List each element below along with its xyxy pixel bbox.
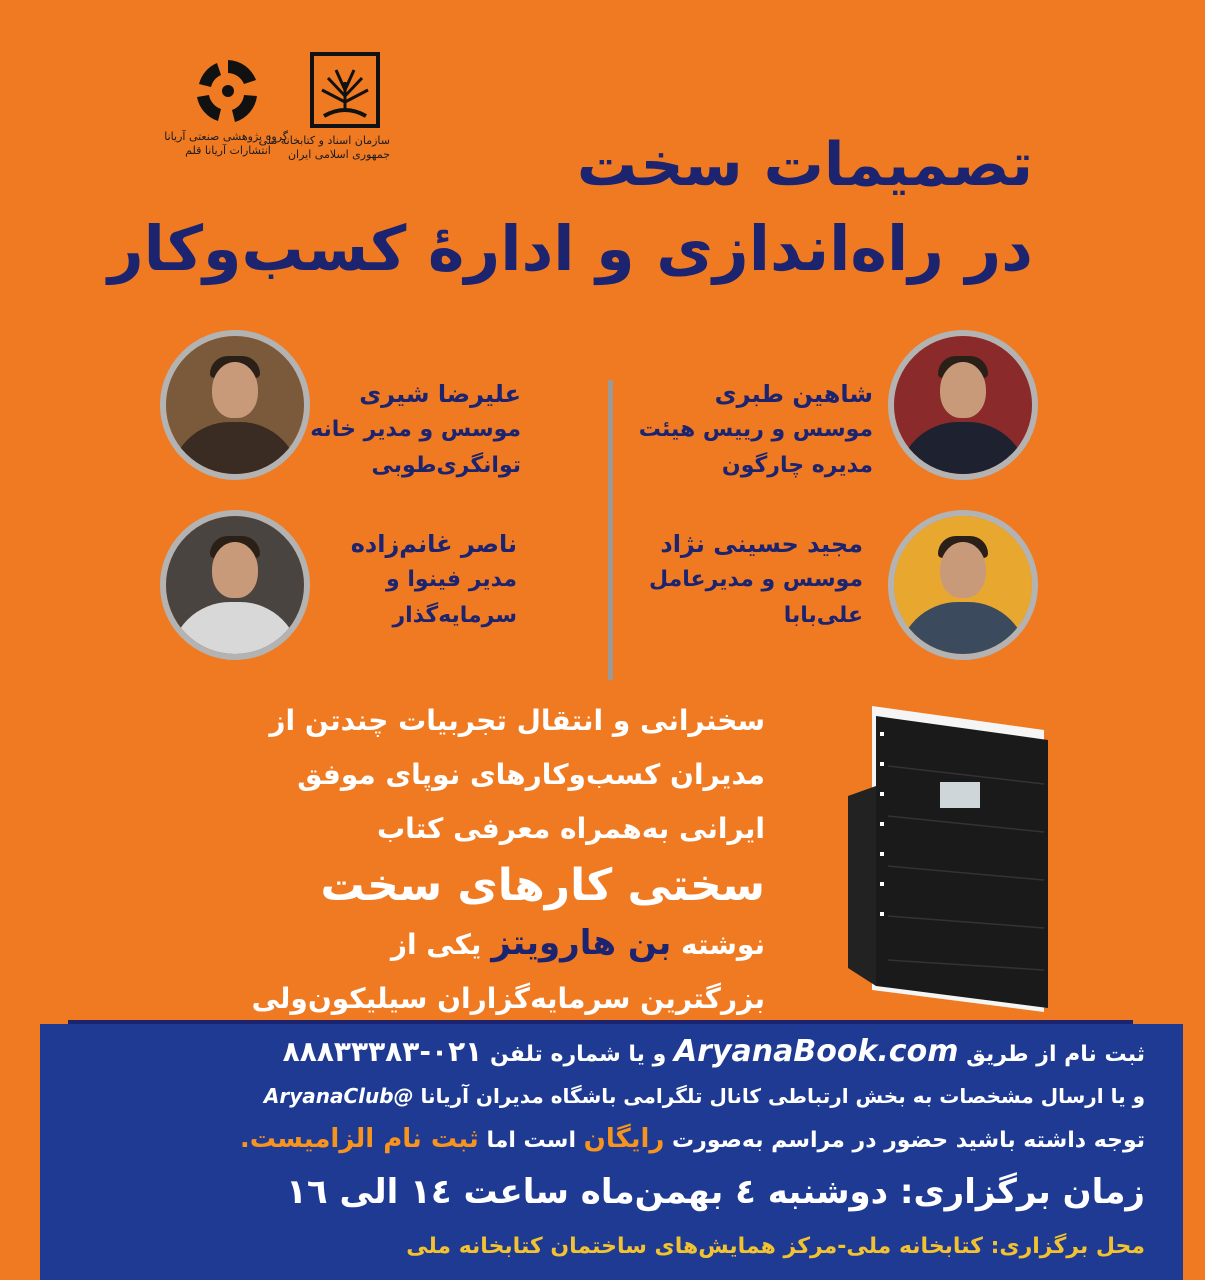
registration-via-label: ثبت نام از طریق bbox=[966, 1042, 1145, 1067]
registration-line-1 bbox=[283, 1034, 1145, 1069]
speaker-name: علیرضا شیری bbox=[359, 380, 521, 408]
telegram-label: و یا ارسال مشخصات به بخش ارتباطی کانال تلگرامی باشگاه مدیران آریانا bbox=[420, 1084, 1145, 1108]
registration-line-2 bbox=[264, 1084, 1145, 1108]
speaker-role: مدیره چارگون bbox=[721, 453, 873, 478]
written-by-label: نوشته bbox=[680, 928, 765, 961]
speaker-photo-shahin bbox=[888, 330, 1038, 480]
attendance-note-mid: است اما bbox=[486, 1128, 576, 1153]
aryana-logo bbox=[164, 56, 288, 158]
description-line-5 bbox=[252, 916, 765, 972]
speaker-role: موسس و مدیر خانه bbox=[310, 417, 521, 442]
telegram-handle[interactable]: @AryanaClub bbox=[263, 1084, 414, 1108]
event-venue: محل برگزاری: کتابخانه ملی-مرکز همایش‌های ساختمان کتابخانه ملی bbox=[406, 1234, 1145, 1259]
speaker-role: مدیر فینوا و bbox=[386, 567, 517, 592]
library-caption-1: سازمان اسناد و کتابخانه ملی bbox=[258, 134, 390, 147]
speaker-role: توانگری‌طوبی bbox=[371, 453, 521, 478]
subtitle: در راه‌اندازی و ادارهٔ کسب‌وکار bbox=[107, 212, 1033, 285]
aryana-emblem-icon bbox=[193, 56, 263, 126]
phone-number: ۰۲۱-۸۸۸۳۳۳۸۳ bbox=[282, 1035, 483, 1068]
description-line-2: مدیران کسب‌وکارهای نوپای موفق bbox=[297, 758, 765, 791]
speaker-name: شاهین طبری bbox=[714, 380, 873, 408]
speaker-name: ناصر غانم‌زاده bbox=[350, 530, 517, 558]
description-line-5-suffix: یکی از bbox=[390, 928, 482, 961]
speaker-photo-alireza bbox=[160, 330, 310, 480]
event-description bbox=[252, 694, 765, 1026]
speakers-divider bbox=[608, 380, 613, 680]
book-cover-image bbox=[848, 706, 1058, 1012]
speaker-role: موسس و مدیرعامل bbox=[649, 567, 863, 592]
speaker-photo-naser bbox=[160, 510, 310, 660]
speaker-role: سرمایه‌گذار bbox=[392, 603, 517, 628]
attendance-note: توجه داشته باشید حضور در مراسم به‌صورت bbox=[672, 1128, 1145, 1153]
aryana-caption-2: انتشارات آریانا قلم bbox=[185, 144, 271, 157]
event-time: زمان برگزاری: دوشنبه ٤ بهمن‌ماه ساعت ١٤ الی ١٦ bbox=[286, 1172, 1145, 1212]
free-highlight: رایگان bbox=[583, 1124, 665, 1154]
phone-label: و یا شماره تلفن bbox=[489, 1042, 667, 1067]
speaker-role: موسس و رییس هیئت bbox=[638, 417, 873, 442]
library-caption-2: جمهوری اسلامی ایران bbox=[287, 148, 390, 161]
speaker-alireza bbox=[310, 380, 521, 484]
registration-line-3 bbox=[240, 1124, 1145, 1154]
mandatory-highlight: ثبت نام الزامیست. bbox=[239, 1124, 479, 1154]
book-title: سختی کارهای سخت bbox=[320, 860, 765, 911]
speaker-majid bbox=[649, 530, 863, 634]
aryana-caption-1: گروه پژوهشی صنعتی آریانا bbox=[164, 130, 288, 143]
speaker-photo-majid bbox=[888, 510, 1038, 660]
speaker-shahin bbox=[639, 380, 873, 484]
description-line-3: ایرانی به‌همراه معرفی کتاب bbox=[376, 812, 765, 845]
speaker-role: علی‌بابا bbox=[783, 603, 863, 628]
website-link[interactable]: AryanaBook.com bbox=[673, 1034, 959, 1069]
author-name: بن هارویتز bbox=[491, 923, 672, 963]
registration-panel bbox=[40, 1024, 1183, 1280]
library-emblem-icon bbox=[310, 52, 380, 130]
description-line-6: بزرگترین سرمایه‌گزاران سیلیکون‌ولی bbox=[251, 982, 765, 1015]
library-logo bbox=[258, 52, 390, 162]
description-line-1: سخنرانی و انتقال تجربیات چندتن از bbox=[269, 704, 765, 737]
speaker-name: مجید حسینی نژاد bbox=[660, 530, 863, 558]
speaker-naser bbox=[351, 530, 517, 634]
main-title: تصمیمات سخت bbox=[576, 130, 1033, 200]
